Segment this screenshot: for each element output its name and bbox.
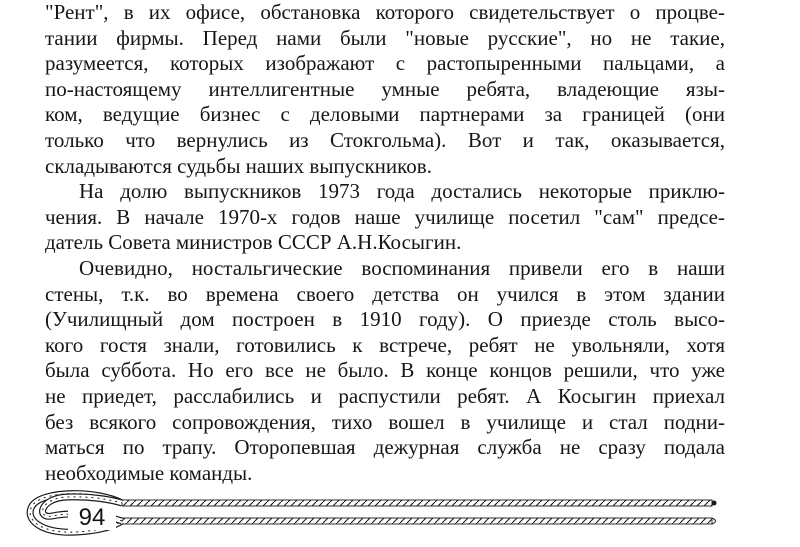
- text-line: чения. В начале 1970-х годов наше училище посетил "сам" предсе-: [45, 204, 725, 229]
- body-text: [45, 0, 725, 486]
- text-line: датель Совета министров СССР А.Н.Косыгин.: [45, 230, 462, 255]
- text-line: не приедет, расслабились и распустили ребят. А Косыгин приехал: [45, 383, 725, 408]
- text-line: Очевидно, ностальгические воспоминания привели его в наши: [79, 255, 725, 280]
- paragraph: [45, 179, 725, 256]
- text-line: (Училищный дом построен в 1910 году). О приезде столь высо-: [45, 307, 725, 332]
- text-line: необходимые команды.: [45, 460, 253, 485]
- text-line: только что вернулись из Стокгольма). Вот и так, оказывается,: [45, 127, 725, 152]
- rope-strand-lower: [122, 518, 712, 524]
- text-line: На долю выпускников 1973 года достались некоторые приклю-: [79, 179, 725, 204]
- text-line: кого гостя знали, готовились к встрече, ребят не увольняли, хотя: [45, 332, 725, 357]
- rope-strand-upper: [122, 500, 712, 506]
- page-number: 94: [78, 504, 106, 531]
- paragraph: [45, 256, 725, 486]
- rope-knot-icon: [22, 488, 722, 536]
- text-line: ком, ведущие бизнес с деловыми партнерами за границей (они: [45, 102, 725, 127]
- text-line: без всякого сопровождения, тихо вошел в училище и стал подни-: [45, 409, 725, 434]
- text-line: складываются судьбы наших выпускников.: [45, 153, 432, 178]
- text-line: "Рент", в их офисе, обстановка которого свидетельствует о процве-: [45, 0, 725, 24]
- text-line: была суббота. Но его все не было. В конце концов решили, что уже: [45, 358, 725, 383]
- page-footer: [22, 488, 722, 536]
- text-line: тании фирмы. Перед нами были "новые русские", но не такие,: [45, 25, 725, 50]
- paragraph: [45, 0, 725, 179]
- text-line: маться по трапу. Оторопевшая дежурная служба не сразу подала: [45, 435, 725, 460]
- text-line: по-настоящему интеллигентные умные ребята, владеющие язы-: [45, 76, 725, 101]
- text-line: стены, т.к. во времена своего детства он учился в этом здании: [45, 281, 725, 306]
- text-line: разумеется, которых изображают с растопыренными пальцами, а: [45, 51, 725, 76]
